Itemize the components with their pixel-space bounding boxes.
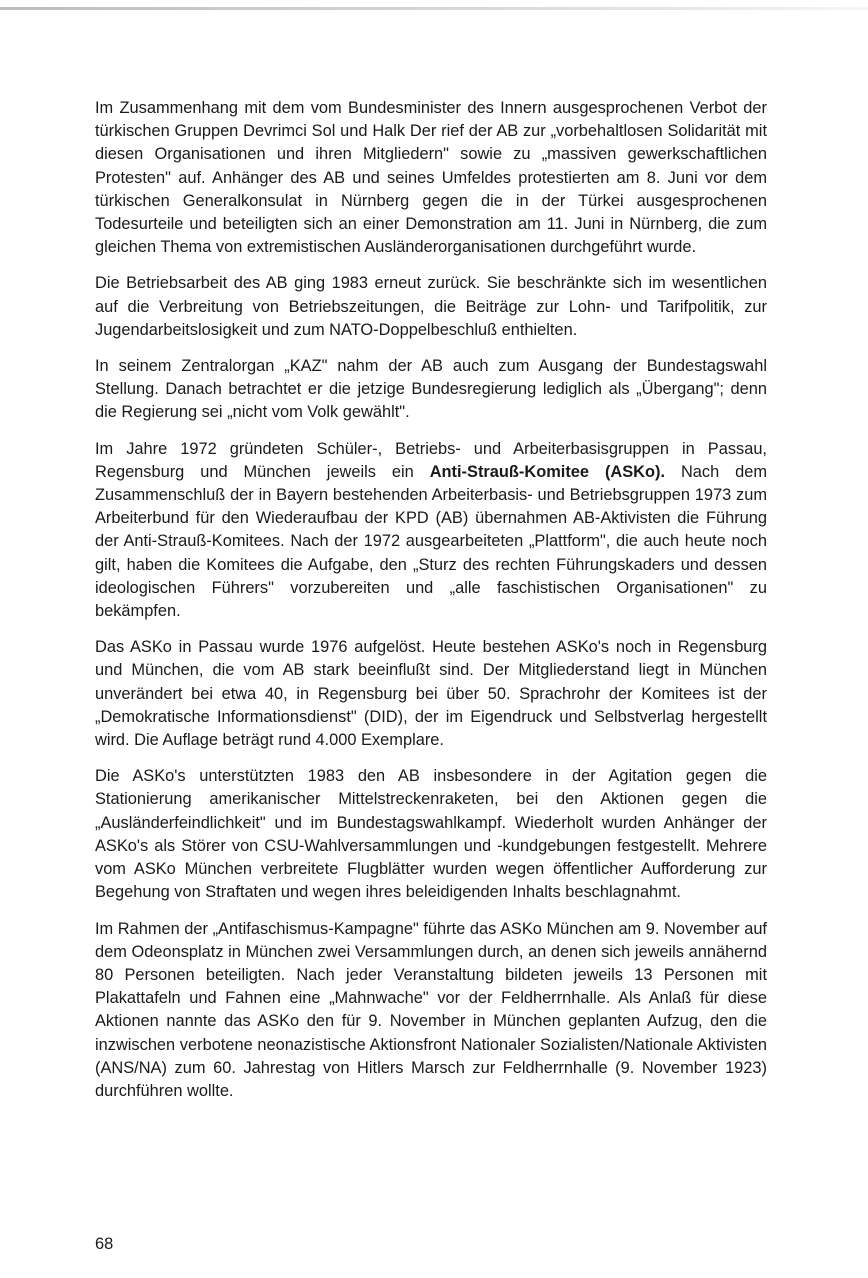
top-edge-rule xyxy=(0,7,868,10)
asko-term: Anti-Strauß-Komitee (ASKo). xyxy=(429,462,666,481)
paragraph-5: Das ASKo in Passau wurde 1976 aufgelöst. Heute bestehen ASKo's noch in Regensburg und München, die vom AB stark beeinflußt sind. Der Mitgliederstand liegt in München unverändert bei etwa 40, in Regensburg bei über 50. Sprachrohr der Komitees ist der „Demokratische Informationsdienst" (DID), der im Eigendruck und Selbstverlag hergestellt wird. Die Auflage beträgt rund 4.000 Exemplare. xyxy=(95,638,767,750)
paragraph-1: Im Zusammenhang mit dem vom Bundesminister des Innern ausgesprochenen Verbot der türkischen Gruppen Devrimci Sol und Halk Der rief der AB zur „vorbehaltlosen Solidarität mit diesen Organisationen und ihren Mitgliedern" sowie zu „massiven gewerkschaftlichen Protesten" auf. Anhänger des AB und seines Umfeldes protestierten am 8. Juni vor dem türkischen Generalkonsulat in Nürnberg gegen die in der Türkei ausgesprochenen Todesurteile und beteiligten sich an einer Demonstration am 11. Juni in Nürnberg, die zum gleichen Thema von extremistischen Ausländerorganisationen durchgeführt wurde. xyxy=(95,99,767,257)
page-number: 68 xyxy=(95,1235,114,1253)
paragraph-7: Im Rahmen der „Antifaschismus-Kampagne" führte das ASKo München am 9. November auf dem Odeonsplatz in München zwei Versammlungen durch, an denen sich jeweils annähernd 80 Personen beteiligten. Nach jeder Veranstaltung bildeten jeweils 13 Personen mit Plakattafeln und Fahnen eine „Mahnwache" vor der Feldherrnhalle. Als Anlaß für diese Aktionen nannte das ASKo den für 9. November in München geplanten Aufzug, den die inzwischen verbotene neonazistische Aktionsfront Nationaler Sozialisten/Nationale Aktivisten (ANS/NA) zum 60. Jahrestag von Hitlers Marsch zur Feldherrnhalle (9. November 1923) durchführen wollte. xyxy=(95,919,767,1100)
paragraph-4-rest: Nach dem Zusammenschluß der in Bayern bestehenden Arbeiterbasis- und Betriebsgruppen 1973 zum Arbeiterbund für den Wiederaufbau der KPD (AB) übernahmen AB-Aktivisten die Führung der Anti-Strauß-Komitees. Nach der 1972 ausgearbeiteten „Plattform", die auch heute noch gilt, haben die Komitees die Aufgabe, den „Sturz des rechten Führungskaders und dessen ideologischen Führers" vorzubereiten und „alle faschistischen Organisationen" zu bekämpfen. xyxy=(95,462,768,621)
page-body xyxy=(95,97,767,1116)
paragraph-4 xyxy=(95,438,767,624)
paragraph-4-lead: Im Jahre 1972 gründeten Schüler-, Betriebs- und Arbeiterbasisgruppen in Passau, Regensburg und München jeweils ein xyxy=(95,439,767,481)
paragraph-6: Die ASKo's unterstützten 1983 den AB insbesondere in der Agitation gegen die Stationierung amerikanischer Mittelstreckenraketen, bei den Aktionen gegen die „Ausländerfeindlichkeit" und im Bundestagswahlkampf. Wiederholt wurden Anhänger der ASKo's als Störer von CSU-Wahlversammlungen und -kundgebungen festgestellt. Mehrere vom ASKo München verbreitete Flugblätter wurden wegen öffentlicher Aufforderung zur Begehung von Straftaten und wegen ihres beleidigenden Inhalts beschlagnahmt. xyxy=(95,767,767,902)
paragraph-3: In seinem Zentralorgan „KAZ" nahm der AB auch zum Ausgang der Bundestagswahl Stellung. Danach betrachtet er die jetzige Bundesregierung lediglich als „Übergang"; denn die Regierung sei „nicht vom Volk gewählt". xyxy=(95,357,767,422)
paragraph-2: Die Betriebsarbeit des AB ging 1983 erneut zurück. Sie beschränkte sich im wesentlichen auf die Verbreitung von Betriebszeitungen, die Beiträge zur Lohn- und Tarifpolitik, zur Jugendarbeitslosigkeit und zum NATO-Doppelbeschluß enthielten. xyxy=(95,274,767,339)
